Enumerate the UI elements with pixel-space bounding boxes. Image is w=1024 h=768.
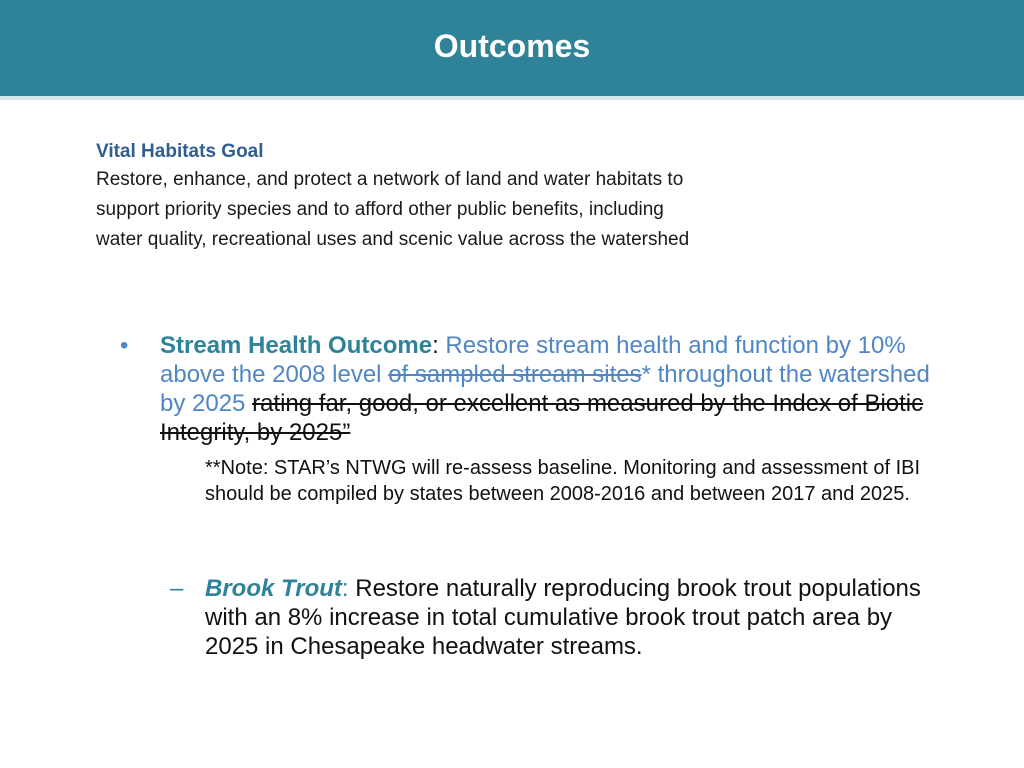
goal-line-2: support priority species and to afford other public benefits, including: [96, 199, 664, 220]
note-text: **Note: STAR’s NTWG will re-assess baseline. Monitoring and assessment of IBI should be compiled by states between 2008-2016 and between 2017 and 2025.: [205, 457, 921, 505]
slide-title: Outcomes: [433, 28, 591, 64]
brook-trout-bullet: [170, 574, 960, 661]
brook-trout-text: [205, 574, 945, 661]
bullet-icon: •: [120, 332, 129, 359]
brook-trout-description: Restore naturally reproducing brook trout populations with an 8% increase in total cumulative brook trout patch area by 2025 in Chesapeake headwater streams.: [205, 575, 921, 660]
stream-health-label: Stream Health Outcome: [160, 332, 433, 359]
header-bar: [0, 0, 1024, 100]
stream-health-text: [160, 331, 950, 447]
goal-title: Vital Habitats Goal: [96, 141, 264, 162]
brook-trout-colon: :: [341, 575, 349, 602]
stream-health-strike-2: rating far, good, or excellent as measured by the Index of Biotic Integrity, by 2025”: [160, 390, 924, 446]
stream-health-text-part-1: Restore stream health and function by 10% above the 2008 level: [160, 332, 906, 388]
goal-line-1: Restore, enhance, and protect a network of land and water habitats to: [96, 169, 684, 190]
stream-health-text-part-2: * throughout the watershed by 2025: [160, 361, 930, 417]
stream-health-strike-1: of sampled stream sites: [388, 361, 642, 388]
goal-description: [96, 165, 856, 255]
dash-icon: –: [170, 575, 184, 602]
stream-health-bullet: [120, 331, 950, 447]
stream-health-colon: :: [432, 332, 439, 359]
brook-trout-label: Brook Trout: [205, 575, 342, 602]
goal-section: [96, 139, 856, 255]
goal-line-3: water quality, recreational uses and scenic value across the watershed: [96, 229, 690, 250]
